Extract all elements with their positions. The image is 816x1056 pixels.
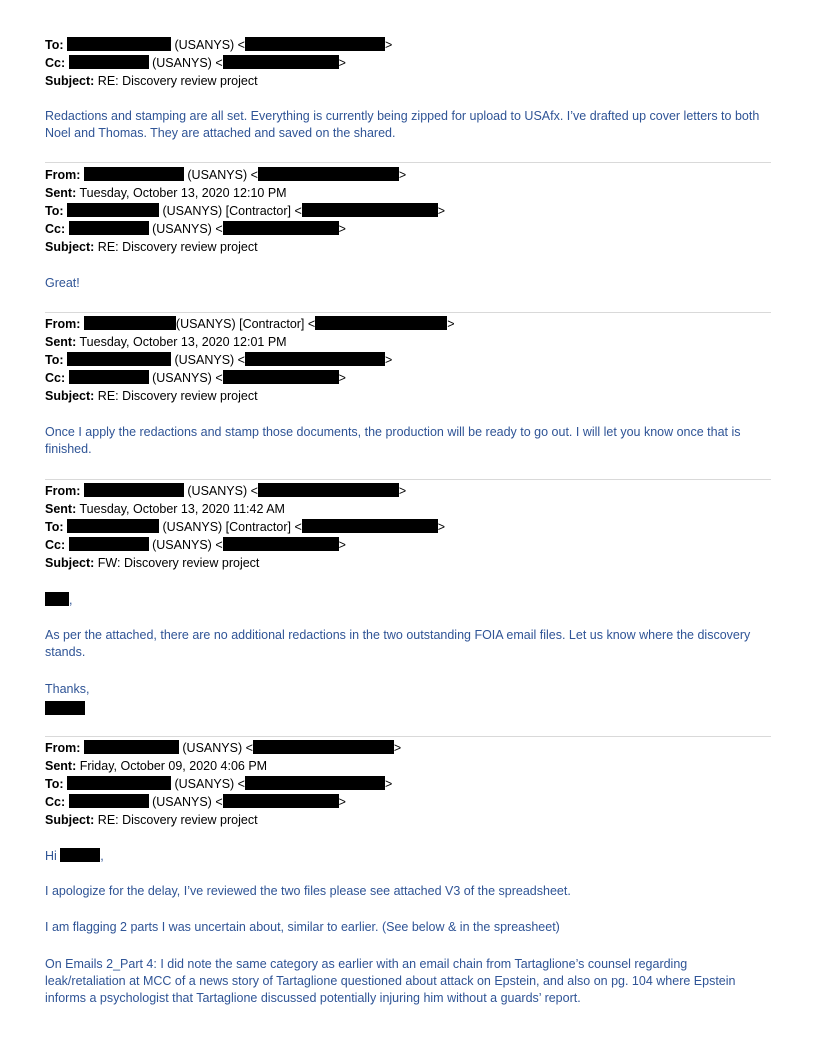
redaction-block xyxy=(67,352,171,366)
redaction-block xyxy=(60,848,100,862)
to-line: To: (USANYS) < > xyxy=(45,38,393,52)
separator xyxy=(45,312,771,313)
sent-line: Sent: Friday, October 09, 2020 4:06 PM xyxy=(45,759,268,773)
redaction-block xyxy=(245,776,385,790)
cc-line: Cc: (USANYS) < > xyxy=(45,538,346,552)
redaction-block xyxy=(67,203,159,217)
email-header-2 xyxy=(45,166,771,256)
subject-line: Subject: RE: Discovery review project xyxy=(45,240,258,254)
email-paragraph-3: On Emails 2_Part 4: I did note the same category as earlier with an email chain from Tartaglione’s counsel regarding leak/retaliation at MCC of a news story of Tartaglione questioned about attack on Epstein, and also on pg. 104 where Epstein informs a psychologist that Tartaglione discussed potentially injuring him without a guards’ report. xyxy=(45,957,736,1005)
subject-line: Subject: FW: Discovery review project xyxy=(45,556,260,570)
cc-line: Cc: (USANYS) < > xyxy=(45,371,346,385)
sent-line: Sent: Tuesday, October 13, 2020 12:01 PM xyxy=(45,335,287,349)
email-header-5 xyxy=(45,739,771,829)
redaction-block xyxy=(302,519,438,533)
subject-line: Subject: RE: Discovery review project xyxy=(45,389,258,403)
redaction-block xyxy=(223,370,339,384)
email-header-3 xyxy=(45,315,771,405)
email-paragraph-2: I am flagging 2 parts I was uncertain about, similar to earlier. (See below & in the spreasheet) xyxy=(45,920,560,934)
email-body-2: Great! xyxy=(45,276,80,290)
to-line: To: (USANYS) < > xyxy=(45,777,393,791)
redaction-block xyxy=(223,55,339,69)
cc-line: Cc: (USANYS) < > xyxy=(45,795,346,809)
email-body-4: As per the attached, there are no additional redactions in the two outstanding FOIA email files. Let us know where the discovery stands. xyxy=(45,628,751,659)
email-paragraph-1: I apologize for the delay, I’ve reviewed the two files please see attached V3 of the spreadsheet. xyxy=(45,884,571,898)
redaction-block xyxy=(302,203,438,217)
redaction-block xyxy=(69,370,149,384)
redaction-block xyxy=(69,55,149,69)
redaction-block xyxy=(223,537,339,551)
email-header-1 xyxy=(45,36,771,90)
signature-redaction xyxy=(45,701,771,716)
to-line: To: (USANYS) < > xyxy=(45,353,393,367)
redaction-block xyxy=(84,316,176,330)
from-line: From: (USANYS) < > xyxy=(45,168,407,182)
email-signoff-4: Thanks, xyxy=(45,682,90,696)
redaction-block xyxy=(245,352,385,366)
redaction-block xyxy=(67,776,171,790)
cc-line: Cc: (USANYS) < > xyxy=(45,222,346,236)
redaction-block xyxy=(258,167,399,181)
redaction-block xyxy=(84,740,179,754)
to-line: To: (USANYS) [Contractor] < > xyxy=(45,204,446,218)
email-body-3: Once I apply the redactions and stamp those documents, the production will be ready to go out. I will let you know once that is finished. xyxy=(45,425,741,456)
email-header-4 xyxy=(45,482,771,572)
redaction-block xyxy=(67,519,159,533)
subject-line: Subject: RE: Discovery review project xyxy=(45,813,258,827)
redaction-block xyxy=(69,537,149,551)
email-body-1: Redactions and stamping are all set. Everything is currently being zipped for upload to USAfx. I’ve drafted up cover letters to both Noel and Thomas. They are attached and saved on the shared. xyxy=(45,109,760,140)
redaction-block xyxy=(45,701,85,715)
email-greeting-5: Hi , xyxy=(45,849,104,863)
redaction-block xyxy=(84,167,184,181)
from-line: From: (USANYS) < > xyxy=(45,741,402,755)
redaction-block xyxy=(315,316,447,330)
redaction-block xyxy=(45,592,69,606)
email-greeting-4: , xyxy=(45,592,771,609)
redaction-block xyxy=(69,794,149,808)
redaction-block xyxy=(223,221,339,235)
to-line: To: (USANYS) [Contractor] < > xyxy=(45,520,446,534)
redaction-block xyxy=(253,740,394,754)
redaction-block xyxy=(258,483,399,497)
redaction-block xyxy=(245,37,385,51)
redaction-block xyxy=(223,794,339,808)
sent-line: Sent: Tuesday, October 13, 2020 12:10 PM xyxy=(45,186,287,200)
subject-line: Subject: RE: Discovery review project xyxy=(45,74,258,88)
sent-line: Sent: Tuesday, October 13, 2020 11:42 AM xyxy=(45,502,285,516)
cc-line: Cc: (USANYS) < > xyxy=(45,56,346,70)
separator xyxy=(45,479,771,480)
redaction-block xyxy=(84,483,184,497)
from-line: From: (USANYS) < > xyxy=(45,484,407,498)
redaction-block xyxy=(69,221,149,235)
from-line: From: (USANYS) [Contractor] < > xyxy=(45,317,455,331)
separator xyxy=(45,736,771,737)
separator xyxy=(45,162,771,163)
redaction-block xyxy=(67,37,171,51)
